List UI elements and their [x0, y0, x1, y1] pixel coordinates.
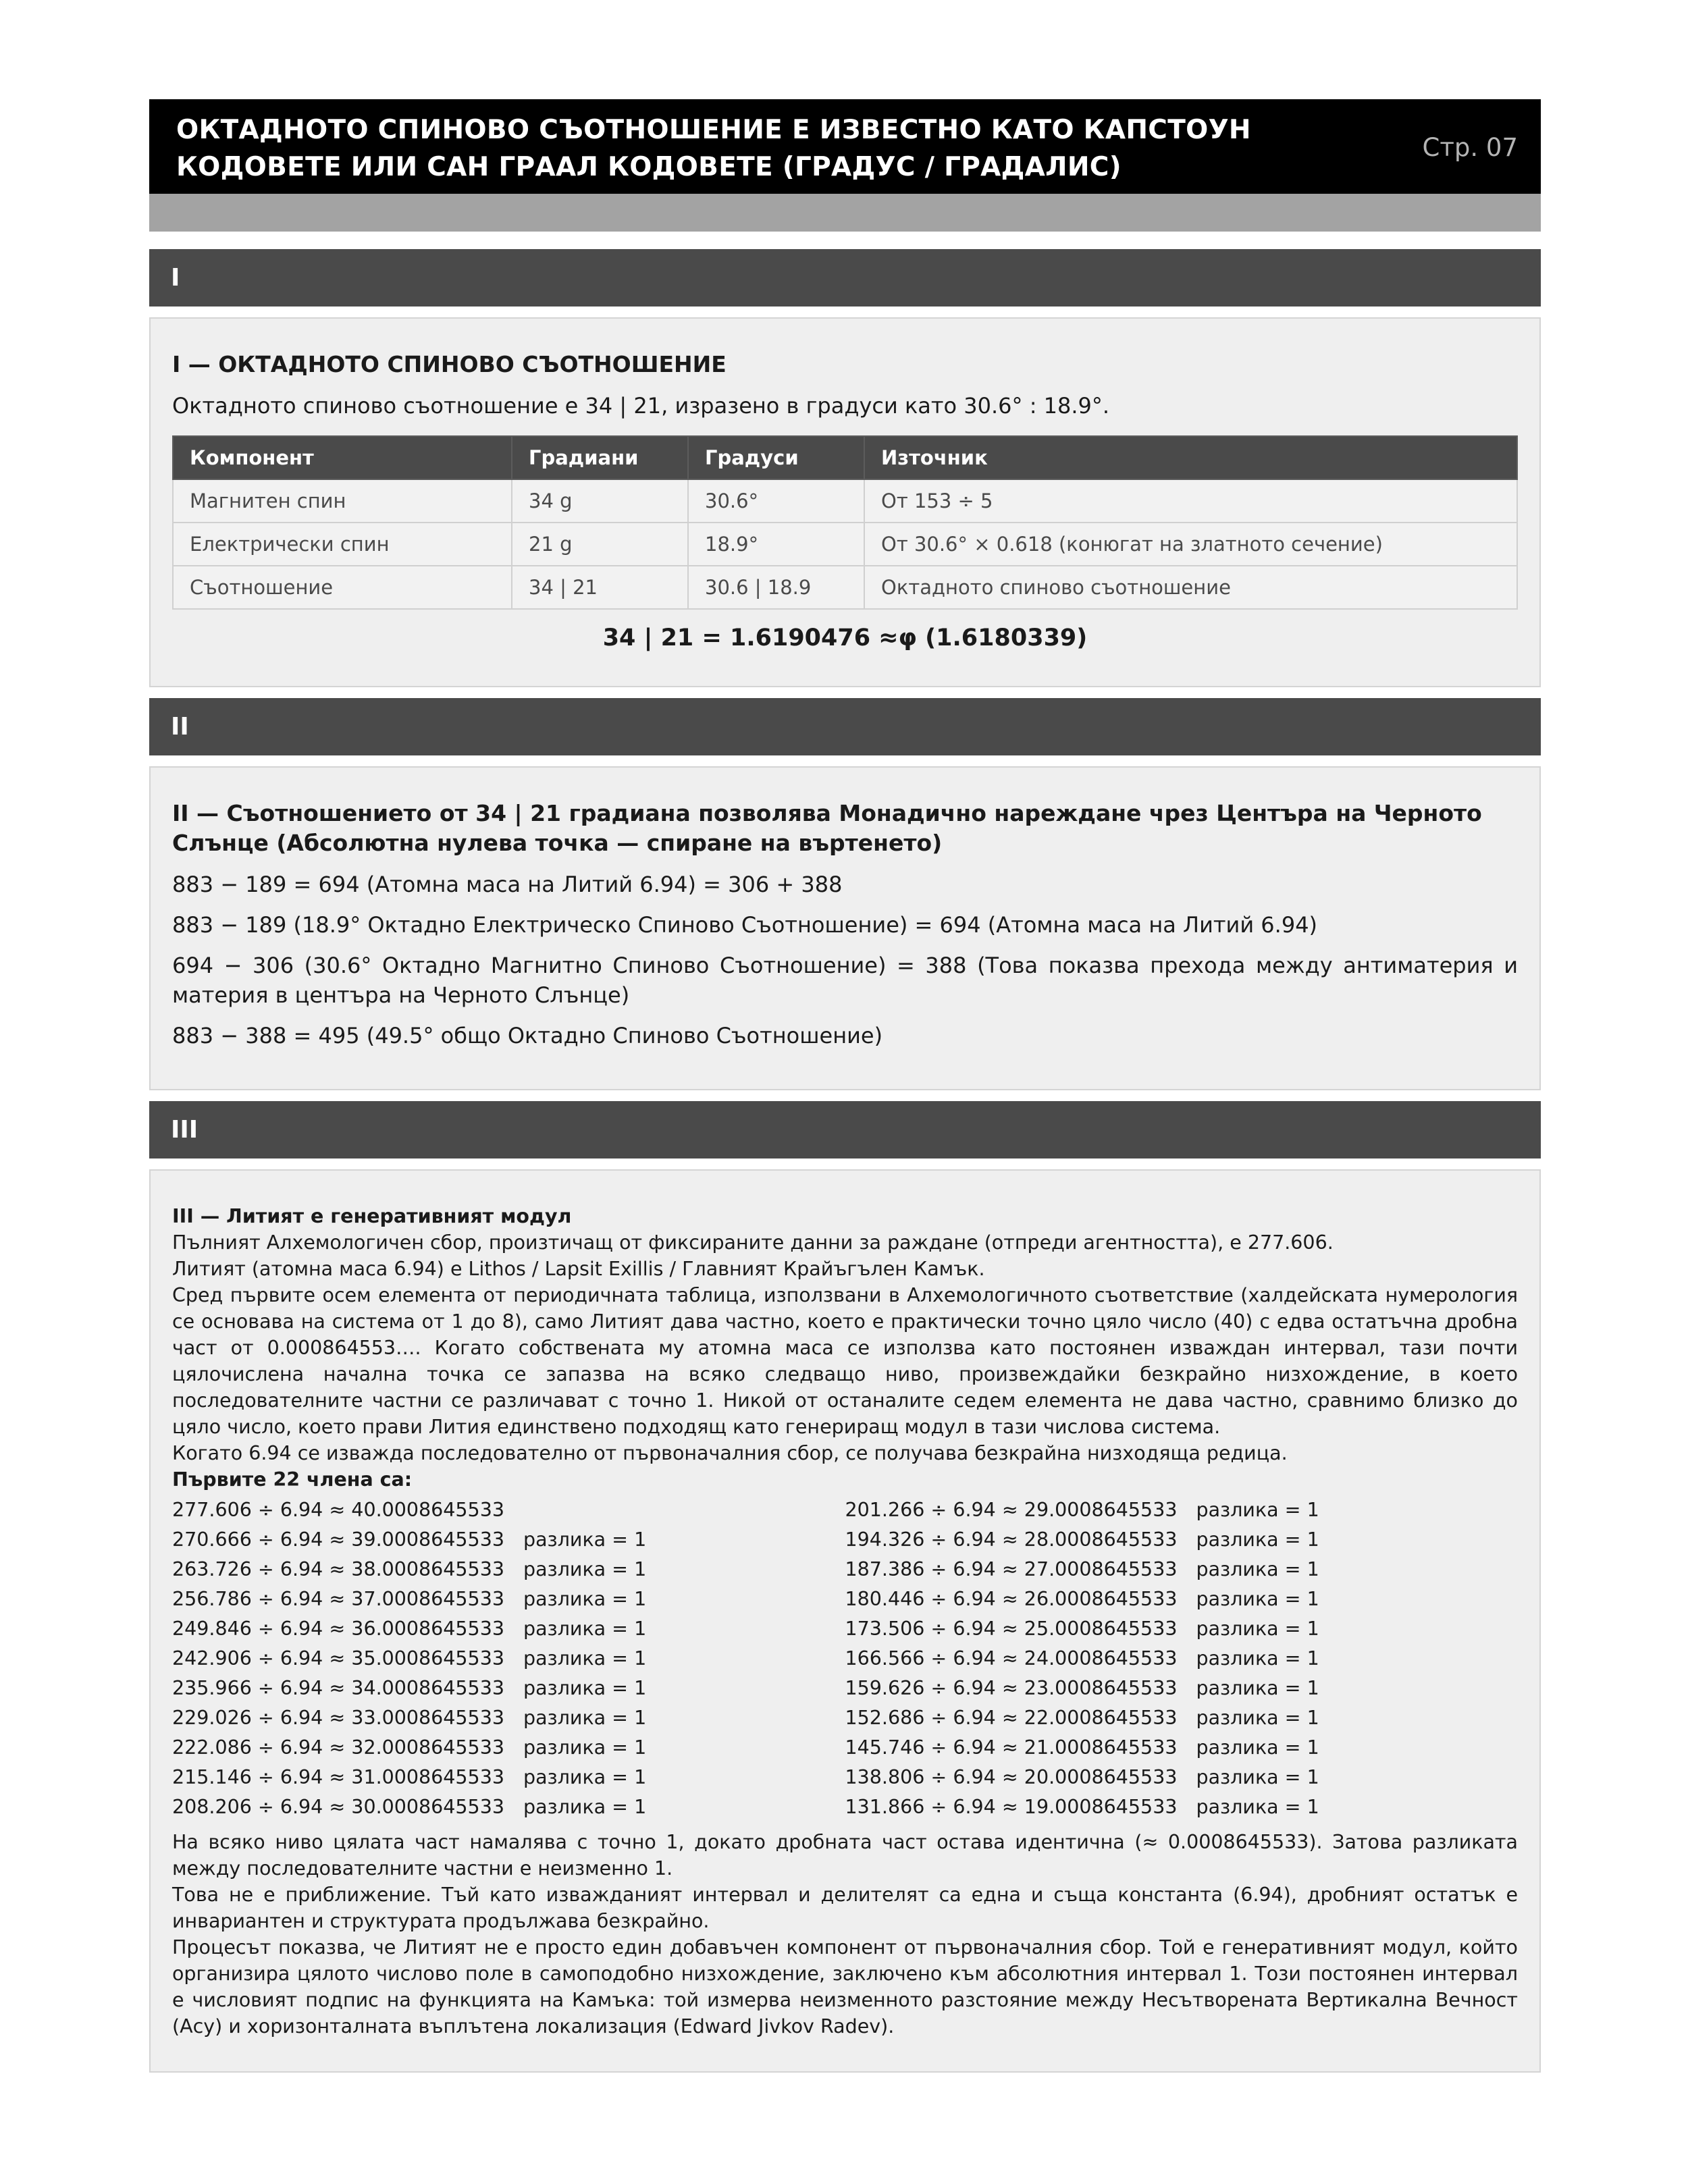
equation-line: 694 − 306 (30.6° Октадно Магнитно Спиново Съотношение) = 388 (Това показва прехода между антиматерия и материя в центъра на Черното Слънце): [172, 953, 1518, 1008]
quotient-expression: 173.506 ÷ 6.94 ≈ 25.0008645533: [845, 1618, 1178, 1640]
section-bar-1: [149, 249, 1541, 307]
page: [149, 99, 1541, 2073]
quotient-row: [172, 1763, 845, 1792]
quotient-expression: 166.566 ÷ 6.94 ≈ 24.0008645533: [845, 1647, 1178, 1670]
section-card-2: [149, 766, 1541, 1090]
quotient-difference: разлика = 1: [523, 1736, 647, 1759]
quotient-expression: 145.746 ÷ 6.94 ≈ 21.0008645533: [845, 1736, 1178, 1759]
outro: [172, 1829, 1518, 2040]
quotient-expression: 215.146 ÷ 6.94 ≈ 31.0008645533: [172, 1766, 504, 1788]
section-card-1: [149, 317, 1541, 687]
table-header-row: [173, 436, 1517, 479]
quotient-difference: разлика = 1: [1196, 1766, 1319, 1788]
paragraph: Сред първите осем елемента от периодичната таблица, използвани в Алхемологичното съответствие (халдейската нумерология се основава на система от 1 до 8), само Литият дава частно, което е практически точно цяло число (40) с едва остатъчна дробна част от 0.000864553…. Когато собствената му атомна маса се използва като постоянен изваждан интервал, тази почти цялочислена начална точка се запазва на всяко следващо ниво, произвеждайки безкрайно низхождение, в което последователните частни се различават с точно 1. Никой от останалите седем елемента не дава частно, сравнимо близко до цяло число, което прави Лития единствено подходящ като генериращ модул в тази числова система.: [172, 1284, 1518, 1438]
table-header-cell: Градуси: [688, 436, 864, 479]
list-label: Първите 22 члена са:: [172, 1468, 413, 1491]
table-cell: Съотношение: [173, 566, 512, 609]
section-card-3: [149, 1169, 1541, 2073]
table-cell: 34 g: [512, 479, 688, 523]
equation-line: 883 − 189 (18.9° Октадно Електрическо Спиново Съотношение) = 694 (Атомна маса на Литий 6.94): [172, 912, 1318, 938]
section-numeral: III: [171, 1116, 199, 1144]
table-cell: 34 | 21: [512, 566, 688, 609]
section-title: I — ОКТАДНОТО СПИНОВО СЪОТНОШЕНИЕ: [172, 351, 727, 377]
quotient-column-right: [845, 1495, 1519, 1822]
quotient-expression: 152.686 ÷ 6.94 ≈ 22.0008645533: [845, 1707, 1178, 1729]
quotient-expression: 208.206 ÷ 6.94 ≈ 30.0008645533: [172, 1796, 504, 1818]
quotient-row: [172, 1584, 845, 1614]
quotient-column-left: [172, 1495, 845, 1822]
quotient-difference: разлика = 1: [523, 1558, 647, 1580]
table-header-cell: Източник: [864, 436, 1517, 479]
quotient-expression: 187.386 ÷ 6.94 ≈ 27.0008645533: [845, 1558, 1178, 1580]
quotient-row: [172, 1555, 845, 1584]
quotient-row: [845, 1495, 1519, 1525]
quotient-expression: 242.906 ÷ 6.94 ≈ 35.0008645533: [172, 1647, 504, 1670]
golden-ratio-formula: 34 | 21 = 1.6190476 ≈φ (1.6180339): [602, 624, 1088, 651]
quotient-row: [172, 1733, 845, 1763]
quotient-expression: 180.446 ÷ 6.94 ≈ 26.0008645533: [845, 1588, 1178, 1610]
quotient-expression: 249.846 ÷ 6.94 ≈ 36.0008645533: [172, 1618, 504, 1640]
quotient-difference: разлика = 1: [1196, 1499, 1319, 1521]
quotient-difference: разлика = 1: [1196, 1677, 1319, 1699]
section-numeral: II: [171, 713, 189, 741]
quotient-list: [172, 1495, 1518, 1822]
quotient-row: [845, 1703, 1519, 1733]
quotient-expression: 235.966 ÷ 6.94 ≈ 34.0008645533: [172, 1677, 504, 1699]
table-row: [173, 479, 1517, 523]
quotient-expression: 256.786 ÷ 6.94 ≈ 37.0008645533: [172, 1588, 504, 1610]
quotient-expression: 201.266 ÷ 6.94 ≈ 29.0008645533: [845, 1499, 1178, 1521]
quotient-difference: разлика = 1: [523, 1707, 647, 1729]
table-header-cell: Градиани: [512, 436, 688, 479]
section-intro: Октадното спиново съотношение е 34 | 21, изразено в градуси като 30.6° : 18.9°.: [172, 393, 1110, 419]
table-cell: 18.9°: [688, 523, 864, 566]
quotient-difference: разлика = 1: [1196, 1736, 1319, 1759]
quotient-row: [845, 1644, 1519, 1674]
quotient-expression: 131.866 ÷ 6.94 ≈ 19.0008645533: [845, 1796, 1178, 1818]
paragraph: На всяко ниво цялата част намалява с точно 1, докато дробната част остава идентична (≈ 0.0008645533). Затова разликата между последователните частни е неизменно 1.: [172, 1831, 1518, 1880]
section-bar-3: [149, 1101, 1541, 1158]
quotient-row: [172, 1703, 845, 1733]
table-row: [173, 566, 1517, 609]
quotient-row: [845, 1584, 1519, 1614]
quotient-expression: 159.626 ÷ 6.94 ≈ 23.0008645533: [845, 1677, 1178, 1699]
quotient-row: [172, 1525, 845, 1555]
quotient-difference: разлика = 1: [523, 1677, 647, 1699]
quotient-expression: 194.326 ÷ 6.94 ≈ 28.0008645533: [845, 1528, 1178, 1551]
page-header: [149, 99, 1541, 194]
quotient-row: [845, 1733, 1519, 1763]
quotient-difference: разлика = 1: [1196, 1618, 1319, 1640]
quotient-difference: разлика = 1: [1196, 1558, 1319, 1580]
paragraph: Това не е приближение. Тъй като изважданият интервал и делителят са една и съща константа (6.94), дробният остатък е инвариантен и структурата продължава безкрайно.: [172, 1884, 1518, 1932]
section-numeral: I: [171, 264, 180, 292]
quotient-expression: 270.666 ÷ 6.94 ≈ 39.0008645533: [172, 1528, 504, 1551]
table-row: [173, 523, 1517, 566]
section-bar-2: [149, 698, 1541, 755]
equation-line: 883 − 189 = 694 (Атомна маса на Литий 6.94) = 306 + 388: [172, 872, 843, 897]
table-cell: От 30.6° × 0.618 (конюгат на златното сечение): [864, 523, 1517, 566]
table-cell: Магнитен спин: [173, 479, 512, 523]
quotient-row: [172, 1792, 845, 1822]
quotient-row: [172, 1495, 845, 1525]
page-number: Стр. 07: [1422, 133, 1518, 162]
quotient-expression: 277.606 ÷ 6.94 ≈ 40.0008645533: [172, 1499, 504, 1521]
table-cell: 30.6 | 18.9: [688, 566, 864, 609]
quotient-row: [845, 1792, 1519, 1822]
quotient-difference: разлика = 1: [523, 1618, 647, 1640]
quotient-difference: разлика = 1: [523, 1766, 647, 1788]
quotient-difference: разлика = 1: [1196, 1588, 1319, 1610]
page-title: ОКТАДНОТО СПИНОВО СЪОТНОШЕНИЕ Е ИЗВЕСТНО КАТО КАПСТОУН КОДОВЕТЕ ИЛИ САН ГРААЛ КОДОВЕТЕ (ГРАДУС / ГРАДАЛИС): [176, 115, 1251, 182]
table-cell: Електрически спин: [173, 523, 512, 566]
quotient-expression: 138.806 ÷ 6.94 ≈ 20.0008645533: [845, 1766, 1178, 1788]
paragraph: Процесът показва, че Литият не е просто един добавъчен компонент от първоначалния сбор. Той е генеративният модул, който организира цялото числово поле в самоподобно низхождение, заключено към абсолютния интервал 1. Този постоянен интервал е числовият подпис на функцията на Камъка: той измерва неизменното разстояние между Несътворената Вертикална Вечност (Асу) и хоризонталната въплътена локализация (Edward Jivkov Radev).: [172, 1936, 1518, 2037]
quotient-row: [172, 1644, 845, 1674]
header-divider-strip: [149, 194, 1541, 232]
table-cell: 21 g: [512, 523, 688, 566]
quotient-difference: разлика = 1: [523, 1647, 647, 1670]
quotient-difference: разлика = 1: [1196, 1647, 1319, 1670]
quotient-expression: 229.026 ÷ 6.94 ≈ 33.0008645533: [172, 1707, 504, 1729]
quotient-row: [845, 1614, 1519, 1644]
quotient-row: [172, 1614, 845, 1644]
quotient-row: [845, 1674, 1519, 1703]
table-cell: От 153 ÷ 5: [864, 479, 1517, 523]
table-header-cell: Компонент: [173, 436, 512, 479]
paragraph: Литият (атомна маса 6.94) е Lithos / Lapsit Exillis / Главният Крайъгълен Камък.: [172, 1258, 985, 1280]
section-title: II — Съотношението от 34 | 21 градиана позволява Монадично нареждане чрез Центъра на Черното Слънце (Абсолютна нулева точка — спиране на въртенето): [172, 800, 1482, 856]
table-cell: 30.6°: [688, 479, 864, 523]
quotient-difference: разлика = 1: [523, 1588, 647, 1610]
quotient-difference: разлика = 1: [1196, 1796, 1319, 1818]
quotient-difference: разлика = 1: [523, 1528, 647, 1551]
paragraph: Пълният Алхемологичен сбор, произтичащ от фиксираните данни за раждане (отпреди агентността), е 277.606.: [172, 1231, 1334, 1254]
quotient-expression: 263.726 ÷ 6.94 ≈ 38.0008645533: [172, 1558, 504, 1580]
quotient-difference: разлика = 1: [523, 1796, 647, 1818]
quotient-difference: разлика = 1: [1196, 1707, 1319, 1729]
spin-ratio-table: [172, 435, 1518, 610]
quotient-difference: разлика = 1: [1196, 1528, 1319, 1551]
table-cell: Октадното спиново съотношение: [864, 566, 1517, 609]
paragraph: Когато 6.94 се изважда последователно от първоначалния сбор, се получава безкрайна низходяща редица.: [172, 1442, 1288, 1464]
equation-line: 883 − 388 = 495 (49.5° общо Октадно Спиново Съотношение): [172, 1023, 883, 1048]
quotient-row: [845, 1763, 1519, 1792]
quotient-row: [845, 1555, 1519, 1584]
quotient-row: [172, 1674, 845, 1703]
quotient-expression: 222.086 ÷ 6.94 ≈ 32.0008645533: [172, 1736, 504, 1759]
quotient-row: [845, 1525, 1519, 1555]
section-title: III — Литият е генеративният модул: [172, 1205, 572, 1227]
